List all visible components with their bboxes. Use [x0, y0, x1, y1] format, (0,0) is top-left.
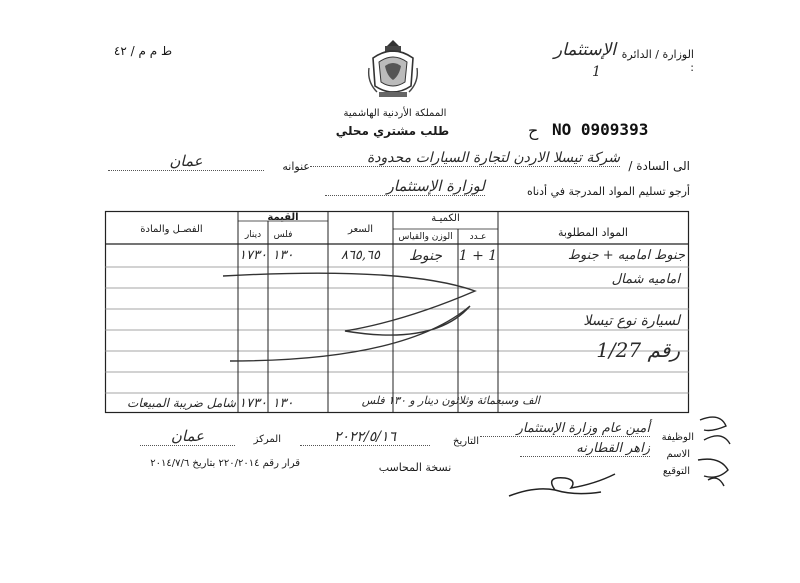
- row-1-fils: ١٣٠: [272, 248, 294, 263]
- total-text: الف وسبعمائة وثلاثون دينار و ١٣٠ فلس: [361, 394, 540, 407]
- header-fils: فلس: [273, 230, 293, 240]
- total-dinar: ١٧٣٠: [239, 396, 267, 411]
- ministry-value-2: 1: [592, 64, 601, 80]
- side-signature: [690, 410, 740, 500]
- kingdom-name: المملكة الأردنية الهاشمية: [343, 108, 447, 119]
- header-dinar: دينار: [244, 230, 262, 240]
- emblem: [365, 38, 421, 100]
- center-value: عمان: [140, 427, 235, 446]
- ministry-label: الوزارة / الدائرة :: [621, 48, 694, 74]
- header-quantity: الكميـة: [431, 213, 460, 224]
- header-weight: الوزن والقياس: [398, 232, 453, 242]
- coat-of-arms-icon: [365, 38, 421, 100]
- header-count: عـدد: [469, 232, 487, 242]
- handwritten-signature: [505, 456, 625, 501]
- to-label: الى السادة /: [628, 159, 690, 173]
- header-value: القيمة: [267, 212, 299, 223]
- row-4-item: لسيارة نوع تيسلا: [583, 313, 680, 329]
- signature-label: التوقيع: [662, 466, 690, 477]
- name-label: الاسم: [666, 449, 690, 460]
- request-line: أرجو تسليم المواد المدرجة في أدناه: [526, 185, 690, 198]
- job-value: أمين عام وزارة الإستثمار: [480, 421, 650, 437]
- form-title: طلب مشتري محلي: [335, 124, 450, 138]
- serial-number: NO 0909393: [552, 120, 649, 139]
- address-value: عمان: [108, 152, 264, 171]
- row-1-price: ٨٦٥,٦٥: [340, 248, 381, 263]
- serial-prefix: ح: [528, 121, 539, 140]
- decision-line: قرار رقم ٢٢٠/٢٠١٤ بتاريخ ٢٠١٤/٧/٦: [150, 458, 300, 469]
- date-value: ٢٠٢٢/٥/١٦: [300, 429, 430, 446]
- chapter-value: شامل ضريبة المبيعات: [127, 396, 236, 410]
- header-price: السعر: [347, 224, 374, 235]
- date-label: التاريخ: [453, 436, 479, 447]
- center-label: المركز: [253, 434, 281, 445]
- accountant-copy: نسخة المحاسب: [378, 461, 452, 474]
- name-value: زاهر القطارنه: [520, 441, 650, 457]
- row-1-dinar: ١٧٣٠: [239, 248, 267, 263]
- row-5-item: رقم 1/27: [596, 338, 680, 362]
- header-chapter: الفصـل والمادة: [140, 224, 203, 235]
- header-items: المواد المطلوبة: [558, 226, 628, 239]
- form-code: ط م م / ٤٢: [113, 44, 173, 58]
- request-value: لوزارة الإستثمار: [325, 177, 485, 196]
- row-1-count: 1 + 1: [458, 248, 498, 264]
- job-label: الوظيفة: [661, 432, 694, 443]
- ministry-value: الإستثمار: [553, 40, 616, 60]
- row-2-item: اماميه شمال: [611, 272, 680, 287]
- total-fils: ١٣٠: [272, 396, 294, 411]
- row-1-weight: جنوط: [408, 248, 443, 264]
- address-label: عنوانه: [282, 160, 310, 173]
- company-name: شركة تيسلا الاردن لتجارة السيارات محدودة: [310, 150, 620, 167]
- row-1-item: جنوط اماميه + جنوط: [567, 248, 685, 263]
